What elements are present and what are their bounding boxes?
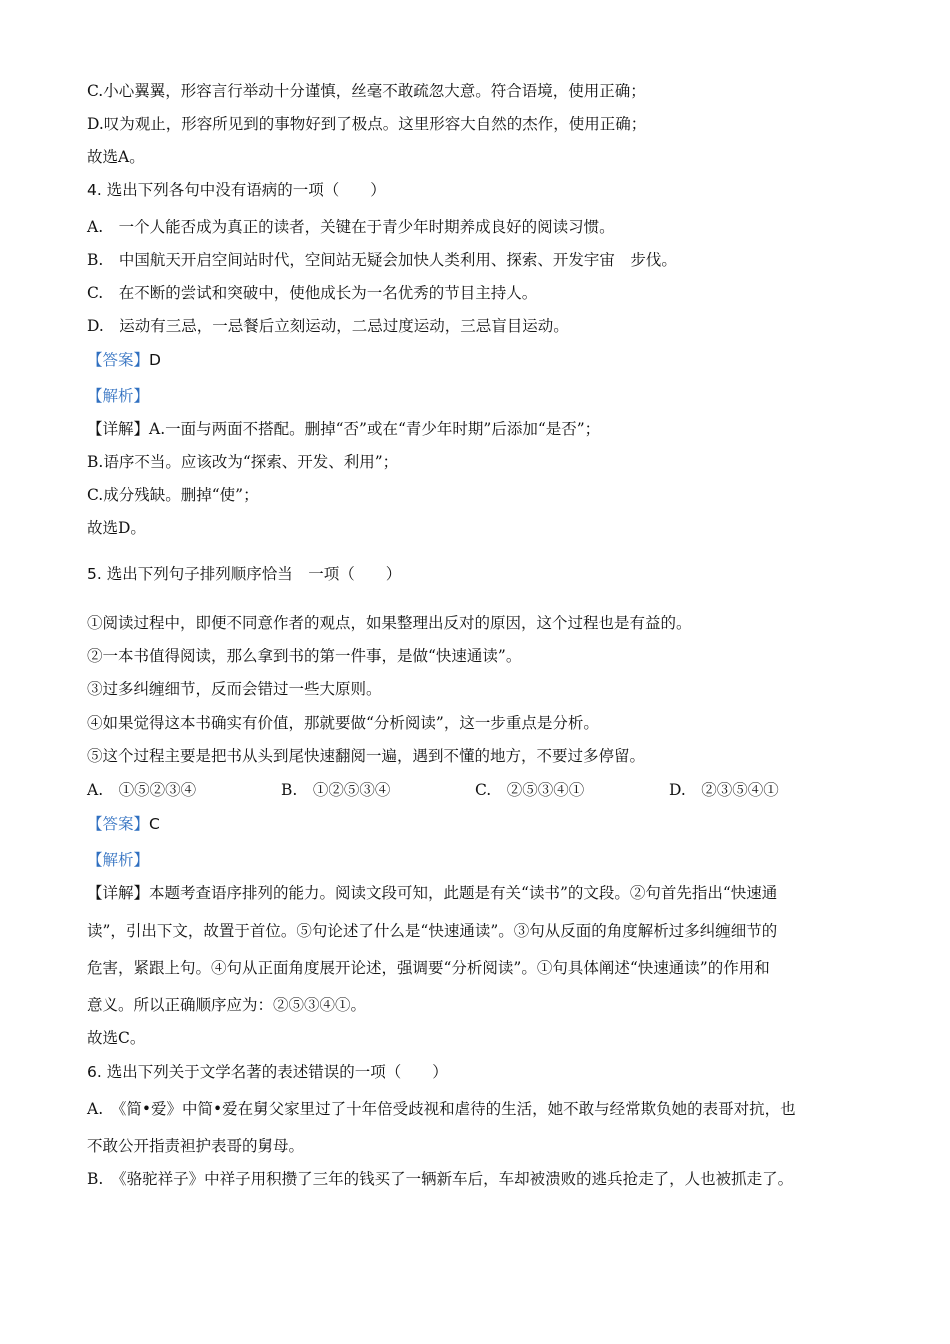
text-line: B.语序不当。应该改为“探索、开发、利用”； [87, 453, 399, 471]
question-5-sentence: ②一本书值得阅读，那么拿到书的第一件事，是做“快速通读”。 [87, 647, 522, 665]
question-4-analysis-tag: 【解析】 [87, 387, 150, 405]
question-5-options [87, 779, 887, 801]
question-5-option-c: C. ②⑤③④① [475, 781, 585, 799]
question-5-detail [87, 882, 777, 904]
answer-value: C [149, 815, 160, 833]
question-4-detail [87, 418, 600, 440]
question-6-option-b: B. 《骆驼祥子》中祥子用积攒了三年的钱买了一辆新车后，车却被溃败的逃兵抢走了，人也被抓走了。 [87, 1170, 794, 1188]
question-5-option-b: B. ①②⑤③④ [281, 781, 391, 799]
question-4-option-a: A. 一个人能否成为真正的读者，关键在于青少年时期养成良好的阅读习惯。 [87, 218, 615, 236]
text-line: 读”，引出下文，故置于首位。⑤句论述了什么是“快速通读”。③句从反面的角度解析过多纠缠细节的 [87, 922, 778, 940]
question-4-answer [87, 349, 161, 371]
question-6-option-a: A. 《简•爱》中简•爱在舅父家里过了十年倍受歧视和虐待的生活，她不敢与经常欺负她的表哥对抗，也 [87, 1100, 796, 1118]
question-5-sentence: ⑤这个过程主要是把书从头到尾快速翻阅一遍，遇到不懂的地方，不要过多停留。 [87, 747, 646, 765]
question-5-sentence: ③过多纠缠细节，反而会错过一些大原则。 [87, 680, 382, 698]
question-5-sentence: ④如果觉得这本书确实有价值，那就要做“分析阅读”，这一步重点是分析。 [87, 714, 599, 732]
question-4-option-d: D. 运动有三忌，一忌餐后立刻运动，二忌过度运动，三忌盲目运动。 [87, 317, 569, 335]
detail-tag: 【详解】 [87, 420, 150, 438]
question-4-option-c: C. 在不断的尝试和突破中，使他成长为一名优秀的节目主持人。 [87, 284, 538, 302]
question-5-option-a: A. ①⑤②③④ [87, 781, 197, 799]
text-line: 意义。所以正确顺序应为：②⑤③④①。 [87, 996, 367, 1014]
text-line: D.叹为观止，形容所见到的事物好到了极点。这里形容大自然的杰作，使用正确； [87, 115, 647, 133]
detail-text: A.一面与两面不搭配。删掉“否”或在“青少年时期”后添加“是否”； [149, 420, 601, 438]
question-5-option-d: D. ②③⑤④① [669, 781, 779, 799]
question-5-sentence: ①阅读过程中，即便不同意作者的观点，如果整理出反对的原因，这个过程也是有益的。 [87, 614, 692, 632]
text-line: 故选C。 [87, 1029, 146, 1047]
text-line: 故选D。 [87, 519, 146, 537]
text-line: C.小心翼翼，形容言行举动十分谨慎，丝毫不敢疏忽大意。符合语境，使用正确； [87, 82, 646, 100]
text-line: C.成分残缺。删掉“使”； [87, 486, 259, 504]
answer-tag: 【答案】 [87, 815, 150, 833]
text-line: 危害，紧跟上句。④句从正面角度展开论述，强调要“分析阅读”。①句具体阐述“快速通读”的作用和 [87, 959, 770, 977]
question-6-stem: 6. 选出下列关于文学名著的表述错误的一项（ ） [87, 1063, 448, 1081]
text-line: 故选A。 [87, 148, 145, 166]
answer-tag: 【答案】 [87, 351, 150, 369]
question-5-stem: 5. 选出下列句子排列顺序恰当 一项（ ） [87, 565, 402, 583]
question-4-option-b: B. 中国航天开启空间站时代，空间站无疑会加快人类利用、探索、开发宇宙 步伐。 [87, 251, 677, 269]
question-5-answer [87, 813, 160, 835]
question-5-analysis-tag: 【解析】 [87, 851, 150, 869]
text-line: 不敢公开指责袒护表哥的舅母。 [87, 1137, 305, 1155]
detail-text: 本题考查语序排列的能力。阅读文段可知，此题是有关“读书”的文段。②句首先指出“快速通 [149, 884, 778, 902]
answer-value: D [149, 351, 161, 369]
question-4-stem: 4. 选出下列各句中没有语病的一项（ ） [87, 181, 386, 199]
detail-tag: 【详解】 [87, 884, 150, 902]
